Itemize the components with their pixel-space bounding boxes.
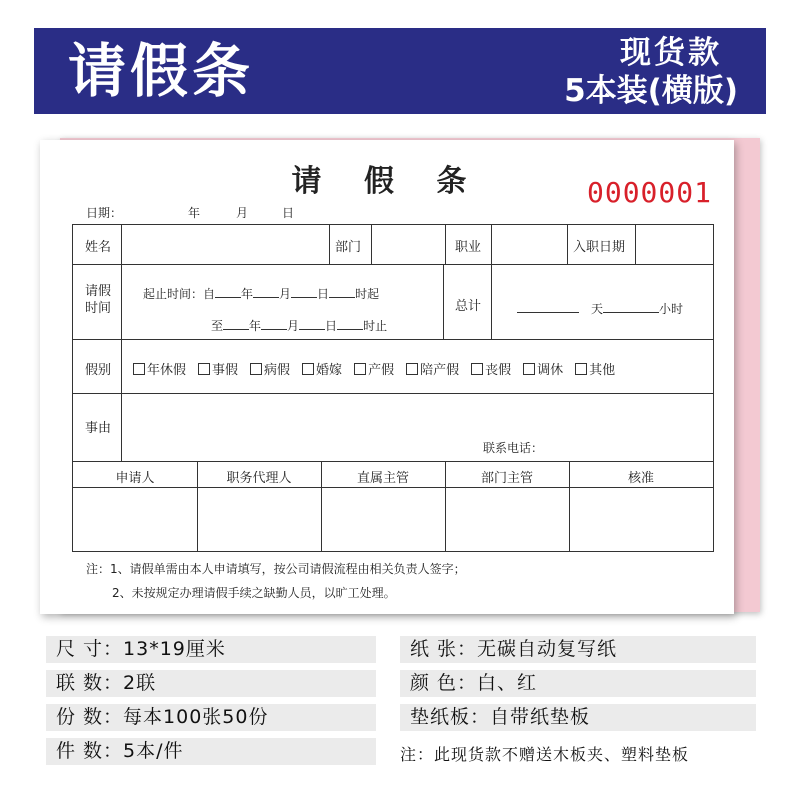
checkbox-icon bbox=[250, 363, 262, 375]
signature-deputy: 职务代理人 bbox=[226, 471, 292, 486]
signature-dept-manager: 部门主管 bbox=[480, 471, 533, 486]
from-year: 年 bbox=[241, 287, 254, 301]
to-day: 日 bbox=[325, 319, 338, 333]
spec-note: 注：此现货款不赠送木板夹、塑料垫板 bbox=[400, 745, 690, 764]
reason-label: 事由 bbox=[85, 421, 112, 436]
leave-type-option[interactable]: 产假 bbox=[354, 363, 394, 378]
serial-number: 0000001 bbox=[586, 176, 712, 209]
leave-type-label: 假别 bbox=[85, 363, 112, 378]
leave-from-prefix: 起止时间：自 bbox=[143, 287, 216, 301]
spec-quantity: 份 数：每本100张50份 bbox=[46, 704, 376, 731]
date-year: 年 bbox=[188, 206, 201, 220]
signature-supervisor: 直属主管 bbox=[356, 471, 409, 486]
leave-type-option[interactable]: 调休 bbox=[523, 363, 563, 378]
checkbox-icon bbox=[302, 363, 314, 375]
signature-applicant: 申请人 bbox=[115, 471, 155, 486]
spec-copies: 联 数：2联 bbox=[46, 670, 376, 697]
from-suffix: 时起 bbox=[355, 287, 380, 301]
checkbox-icon bbox=[575, 363, 587, 375]
leave-type-option[interactable]: 病假 bbox=[250, 363, 290, 378]
hire-date-label: 入职日期 bbox=[573, 240, 626, 255]
leave-from-line bbox=[143, 285, 379, 302]
name-label: 姓名 bbox=[85, 240, 112, 255]
banner-title: 请假条 bbox=[68, 37, 255, 105]
spec-pieces: 件 数：5本/件 bbox=[46, 738, 376, 765]
leave-to-line bbox=[211, 317, 387, 334]
leave-form-sheet bbox=[40, 140, 734, 614]
leave-to-prefix: 至 bbox=[211, 319, 224, 333]
checkbox-icon bbox=[133, 363, 145, 375]
leave-type-option[interactable]: 年休假 bbox=[133, 363, 186, 378]
form-note-1: 注：1、请假单需由本人申请填写，按公司请假流程由相关负责人签字； bbox=[86, 562, 466, 576]
to-month: 月 bbox=[287, 319, 300, 333]
from-month: 月 bbox=[279, 287, 292, 301]
leave-time-label-line1: 请假 bbox=[85, 284, 112, 299]
leave-type-option[interactable]: 其他 bbox=[575, 363, 615, 378]
checkbox-icon bbox=[523, 363, 535, 375]
to-suffix: 时止 bbox=[363, 319, 388, 333]
form-note-2: 2、未按规定办理请假手续之缺勤人员，以旷工处理。 bbox=[112, 586, 396, 600]
total-duration-line bbox=[517, 300, 683, 317]
leave-time-label bbox=[85, 283, 115, 317]
form-title: 请 假 条 bbox=[291, 164, 483, 199]
checkbox-icon bbox=[471, 363, 483, 375]
spec-color: 颜 色：白、红 bbox=[400, 670, 756, 697]
leave-time-label-line2: 时间 bbox=[85, 301, 112, 316]
leave-type-option[interactable]: 婚嫁 bbox=[302, 363, 342, 378]
spec-paper: 纸 张：无碳自动复写纸 bbox=[400, 636, 756, 663]
total-days-unit: 天 bbox=[591, 302, 604, 316]
spec-pad: 垫纸板：自带纸垫板 bbox=[400, 704, 756, 731]
position-label: 职业 bbox=[455, 240, 482, 255]
spec-size: 尺 寸：13*19厘米 bbox=[46, 636, 376, 663]
signature-approval: 核准 bbox=[627, 471, 654, 486]
banner-subtitle-pack: 5本装(横版) bbox=[564, 73, 738, 109]
total-label: 总计 bbox=[455, 299, 482, 314]
checkbox-icon bbox=[198, 363, 210, 375]
checkbox-icon bbox=[406, 363, 418, 375]
header-banner bbox=[34, 28, 766, 114]
form-table bbox=[72, 224, 714, 552]
leave-type-option[interactable]: 事假 bbox=[198, 363, 238, 378]
banner-subtitle-stock: 现货款 bbox=[620, 35, 722, 71]
date-month: 月 bbox=[236, 206, 249, 220]
leave-type-option[interactable]: 陪产假 bbox=[406, 363, 459, 378]
date-label: 日期： bbox=[86, 206, 123, 220]
contact-phone-label: 联系电话： bbox=[483, 441, 544, 455]
leave-type-option[interactable]: 丧假 bbox=[471, 363, 511, 378]
leave-type-options bbox=[133, 359, 615, 378]
to-year: 年 bbox=[249, 319, 262, 333]
checkbox-icon bbox=[354, 363, 366, 375]
date-day: 日 bbox=[282, 206, 295, 220]
from-day: 日 bbox=[317, 287, 330, 301]
department-label: 部门 bbox=[335, 240, 362, 255]
total-hours-unit: 小时 bbox=[659, 302, 684, 316]
